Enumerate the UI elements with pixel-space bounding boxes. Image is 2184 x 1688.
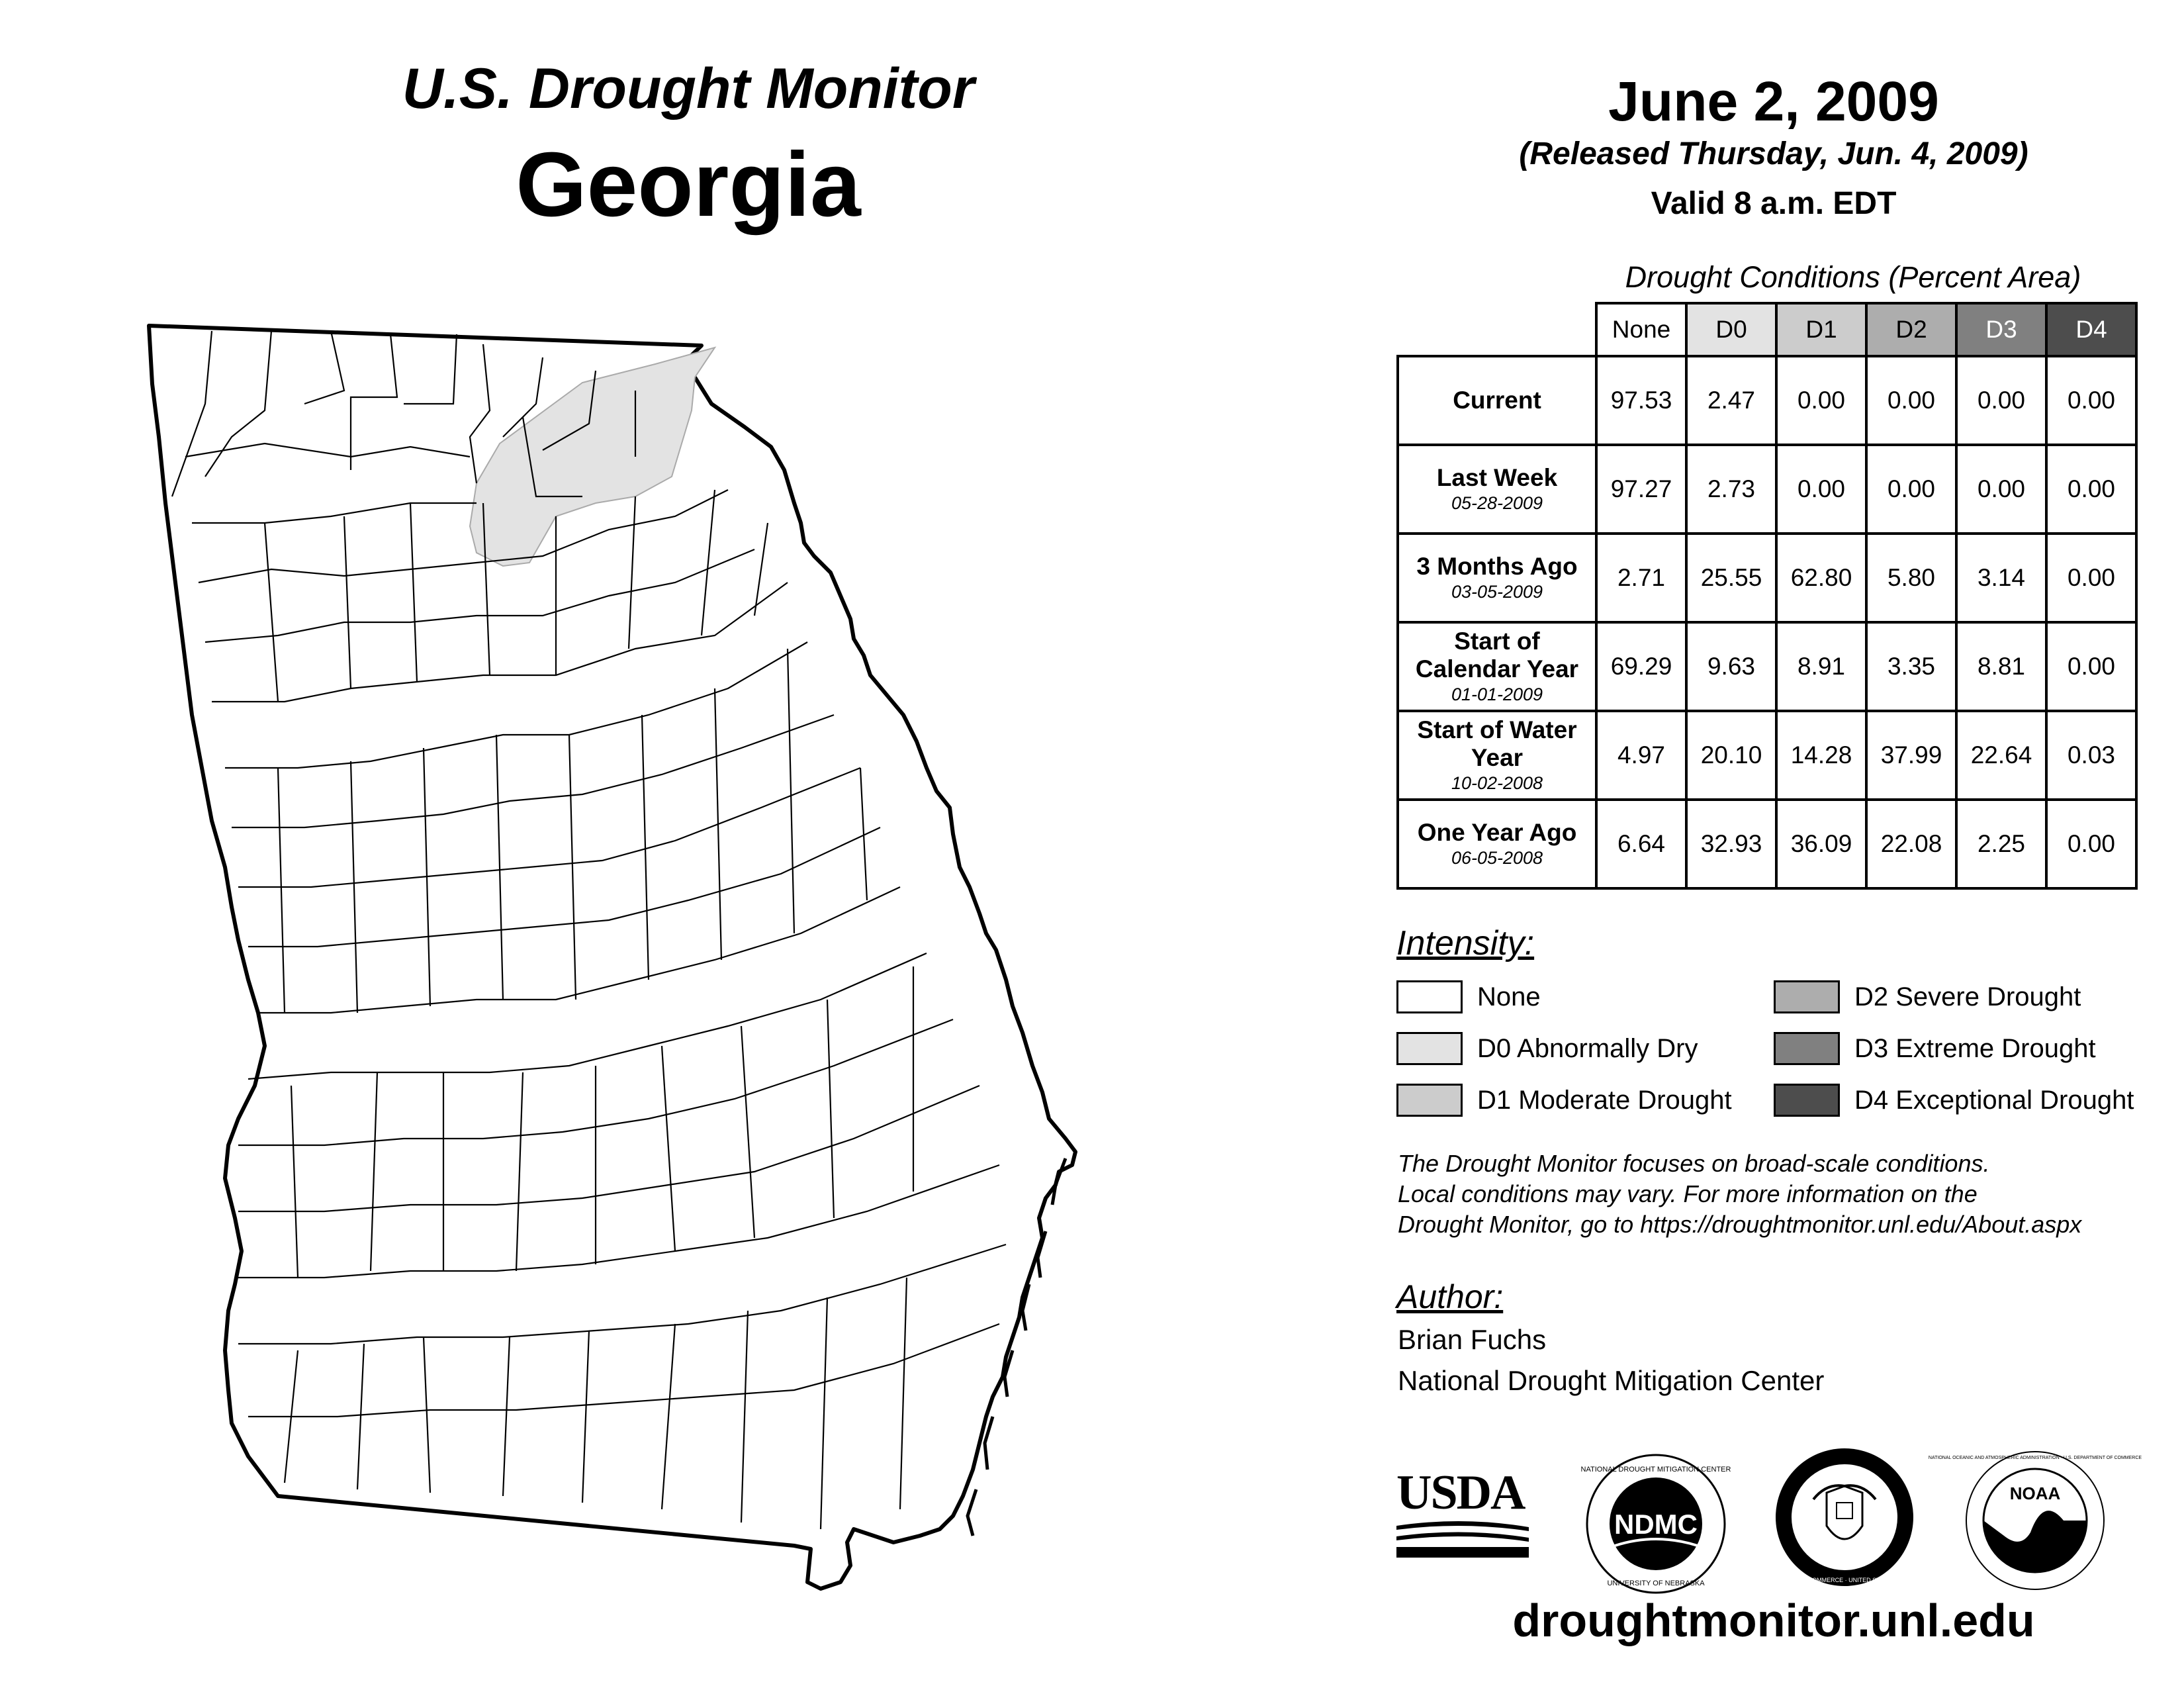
author-title: Author: (1396, 1278, 1504, 1315)
row-date: 06-05-2008 (1451, 848, 1543, 868)
table-cell: 0.00 (2046, 534, 2136, 622)
noaa-logo (1928, 1450, 2142, 1592)
release-date: (Released Thursday, Jun. 4, 2009) (1519, 136, 2028, 171)
table-cell: 2.47 (1686, 356, 1776, 445)
table-cell: 2.71 (1596, 534, 1686, 622)
row-label: Current (1398, 356, 1596, 445)
legend-swatch-d1 (1396, 1084, 1463, 1117)
table-cell: 25.55 (1686, 534, 1776, 622)
usda-logo (1396, 1466, 1529, 1559)
usda-hills-icon (1396, 1519, 1529, 1559)
col-header-d1: D1 (1776, 303, 1866, 356)
col-header-d0: D0 (1686, 303, 1776, 356)
table-cell: 3.35 (1866, 622, 1956, 711)
map-title: U.S. Drought Monitor (402, 57, 975, 120)
table-cell: 36.09 (1776, 800, 1866, 888)
noaa-ring-text: NATIONAL OCEANIC AND ATMOSPHERIC ADMINISTRATION · U.S. DEPARTMENT OF COMMERCE (1928, 1456, 2142, 1460)
legend-swatch-d2 (1774, 980, 1840, 1013)
table-cell: 97.53 (1596, 356, 1686, 445)
row-label: Start of Calendar Year 01-01-2009 (1398, 622, 1596, 711)
valid-time: Valid 8 a.m. EDT (1651, 186, 1897, 221)
table-cell: 3.14 (1956, 534, 2046, 622)
row-label: One Year Ago 06-05-2008 (1398, 800, 1596, 888)
legend-item (1396, 1031, 1698, 1066)
note-line: Drought Monitor, go to https://droughtmonitor.unl.edu/About.aspx (1398, 1211, 2082, 1238)
legend-label: D2 Severe Drought (1854, 982, 2081, 1011)
map-date: June 2, 2009 (1608, 70, 1939, 132)
table-cell: 0.00 (2046, 800, 2136, 888)
table-cell: 0.00 (1956, 445, 2046, 534)
legend-label: D1 Moderate Drought (1477, 1085, 1732, 1115)
table-cell: 22.08 (1866, 800, 1956, 888)
doc-ring-text: DEPARTMENT OF COMMERCE · UNITED STATES OF AMERICA (1756, 1577, 1933, 1583)
table-cell: 8.81 (1956, 622, 2046, 711)
eagle-shield-icon (1827, 1486, 1862, 1539)
table-cell: 22.64 (1956, 711, 2046, 800)
row-date: 10-02-2008 (1451, 773, 1543, 793)
table-cell: 97.27 (1596, 445, 1686, 534)
row-date: 05-28-2009 (1451, 493, 1543, 513)
row-date: 03-05-2009 (1451, 582, 1543, 602)
table-corner (1398, 303, 1596, 356)
note-line: Local conditions may vary. For more information on the (1398, 1180, 1978, 1207)
state-outline (149, 326, 1075, 1589)
ndmc-logo-text: NDMC (1614, 1509, 1698, 1540)
table-cell: 5.80 (1866, 534, 1956, 622)
table-caption: Drought Conditions (Percent Area) (1625, 260, 2081, 294)
table-cell: 69.29 (1596, 622, 1686, 711)
table-cell: 20.10 (1686, 711, 1776, 800)
ndmc-logo (1580, 1453, 1731, 1595)
table-row (1398, 622, 2136, 711)
author-org: National Drought Mitigation Center (1398, 1365, 1825, 1396)
table-cell: 37.99 (1866, 711, 1956, 800)
legend-item (1774, 980, 2081, 1014)
georgia-map (132, 305, 1257, 1615)
drought-conditions-table (1396, 302, 2138, 890)
row-date: 01-01-2009 (1451, 684, 1543, 704)
legend-item (1774, 1031, 2096, 1066)
disclaimer-note (1398, 1149, 2179, 1240)
table-cell: 14.28 (1776, 711, 1866, 800)
legend-label: D3 Extreme Drought (1854, 1033, 2096, 1063)
table-cell: 0.00 (2046, 445, 2136, 534)
table-cell: 2.25 (1956, 800, 2046, 888)
row-label: Last Week 05-28-2009 (1398, 445, 1596, 534)
col-header-none: None (1596, 303, 1686, 356)
noaa-logo-text: NOAA (2009, 1483, 2061, 1503)
col-header-d3: D3 (1956, 303, 2046, 356)
row-label: Start of Water Year 10-02-2008 (1398, 711, 1596, 800)
table-cell: 0.00 (1866, 356, 1956, 445)
table-cell: 9.63 (1686, 622, 1776, 711)
note-line: The Drought Monitor focuses on broad-scale conditions. (1398, 1150, 1990, 1177)
legend-item (1774, 1083, 2134, 1117)
usda-logo-text: USDA (1396, 1466, 1525, 1520)
ndmc-ring-text-bottom: UNIVERSITY OF NEBRASKA (1607, 1579, 1705, 1587)
legend-item (1396, 980, 1541, 1014)
state-name: Georgia (516, 134, 861, 236)
legend-swatch-d4 (1774, 1084, 1840, 1117)
legend-swatch-d0 (1396, 1032, 1463, 1065)
department-of-commerce-seal (1756, 1446, 1933, 1589)
legend-item (1396, 1083, 1732, 1117)
table-cell: 0.03 (2046, 711, 2136, 800)
legend-swatch-d3 (1774, 1032, 1840, 1065)
table-row (1398, 534, 2136, 622)
table-cell: 4.97 (1596, 711, 1686, 800)
legend-title: Intensity: (1396, 924, 1535, 962)
table-row (1398, 356, 2136, 445)
table-cell: 0.00 (1776, 445, 1866, 534)
table-cell: 8.91 (1776, 622, 1866, 711)
table-cell: 0.00 (1866, 445, 1956, 534)
table-row (1398, 445, 2136, 534)
table-cell: 2.73 (1686, 445, 1776, 534)
col-header-d4: D4 (2046, 303, 2136, 356)
legend-swatch-none (1396, 980, 1463, 1013)
table-row (1398, 711, 2136, 800)
table-row (1398, 800, 2136, 888)
table-cell: 0.00 (1956, 356, 2046, 445)
ndmc-ring-text-top: NATIONAL DROUGHT MITIGATION CENTER (1580, 1466, 1731, 1474)
website-url[interactable]: droughtmonitor.unl.edu (1512, 1595, 2035, 1646)
legend-label: None (1477, 982, 1541, 1011)
table-cell: 32.93 (1686, 800, 1776, 888)
legend-label: D0 Abnormally Dry (1477, 1033, 1698, 1063)
author-name: Brian Fuchs (1398, 1324, 1547, 1355)
table-cell: 0.00 (2046, 622, 2136, 711)
col-header-d2: D2 (1866, 303, 1956, 356)
table-cell: 62.80 (1776, 534, 1866, 622)
table-cell: 0.00 (1776, 356, 1866, 445)
table-cell: 0.00 (2046, 356, 2136, 445)
legend-label: D4 Exceptional Drought (1854, 1085, 2134, 1115)
table-cell: 6.64 (1596, 800, 1686, 888)
row-label: 3 Months Ago 03-05-2009 (1398, 534, 1596, 622)
